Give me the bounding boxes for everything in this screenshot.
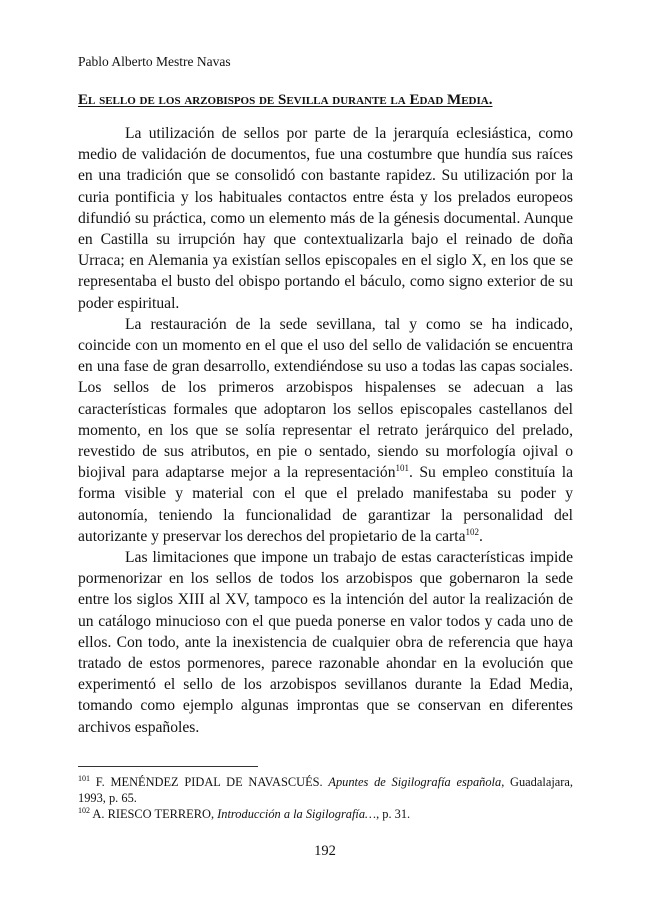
- paragraph: La utilización de sellos por parte de la jerarquía eclesiástica, como medio de validación de documentos, fue una costumbre que hundía sus raíces en una tradición que se consolidó con bastante rapidez. Su utilización por la curia pontificia y los habituales contactos entre ésta y los prelados europeos difundió su práctica, como un elemento más de la génesis documental. Aunque en Castilla su irrupción hay que contextualizarla bajo el reinado de doña Urraca; en Alemania ya existían sellos episcopales en el siglo X, en los que se representaba el busto del obispo portando el báculo, como signo exterior de su poder espiritual.: [78, 125, 573, 312]
- paragraph: [78, 314, 573, 547]
- footnote-reference: 102: [465, 526, 479, 537]
- running-head: Pablo Alberto Mestre Navas: [78, 54, 231, 69]
- paragraph-text: .: [479, 527, 483, 545]
- page-number: 192: [314, 843, 336, 859]
- footnote-reference: 101: [395, 463, 410, 474]
- footnote-title: Introducción a la Sigilografía…: [217, 807, 377, 821]
- footnote-number: 102: [78, 805, 90, 815]
- footnote-rest: , Guadalajara, 1993, p. 65.: [78, 775, 573, 805]
- paragraph-text: . Su empleo constituía la forma visible y material con el que el prelado manifestaba su poder y autonomía, teniendo la funcionalidad de garantizar la personalidad del autorizante y preservar los derechos del propietario de la carta: [78, 464, 573, 545]
- paragraph: Las limitaciones que impone un trabajo de estas características impide pormenorizar en los sellos de todos los arzobispos que gobernaron la sede entre los siglos XIII al XV, tampoco es la intención del autor la realización de un catálogo minucioso con el que pueda ponerse en valor todos y cada uno de ellos. Con todo, ante la inexistencia de cualquier obra de referencia que haya tratado de estos pormenores, parece razonable ahondar en la evolución que experimentó el sello de los arzobispos sevillanos durante la Edad Media, tomando como ejemplo algunas improntas que se conservan en diferentes archivos españoles.: [78, 549, 573, 736]
- footnote-title: Apuntes de Sigilografía española: [328, 775, 502, 789]
- body-text: [78, 123, 573, 738]
- paragraph-text: La restauración de la sede sevillana, tal y como se ha indicado, coincide con un momento en el que el uso del sello de validación se encuentra en una fase de gran desarrollo, extendiéndose su uso a todas las capas sociales. Los sellos de los primeros arzobispos hispalenses se adecuan a las características formales que adoptaron los sellos episcopales castellanos del momento, en los que se solía representar el retrato jerárquico del prelado, revestido de sus atributos, en pie o sentado, siendo su morfología ojival o biojival para adaptarse mejor a la representación: [78, 315, 573, 482]
- footnote: [78, 806, 573, 822]
- footnotes: [78, 774, 573, 822]
- section-title: El sello de los arzobispos de Sevilla durante la Edad Media.: [78, 92, 493, 108]
- footnote-author: A. RIESCO TERRERO,: [92, 807, 215, 821]
- footnote-rest: , p. 31.: [376, 807, 411, 821]
- footnote: [78, 774, 573, 806]
- footnote-number: 101: [78, 773, 90, 783]
- footnote-divider: [78, 766, 258, 767]
- footnote-author: F. MENÉNDEZ PIDAL DE NAVASCUÉS.: [95, 775, 323, 789]
